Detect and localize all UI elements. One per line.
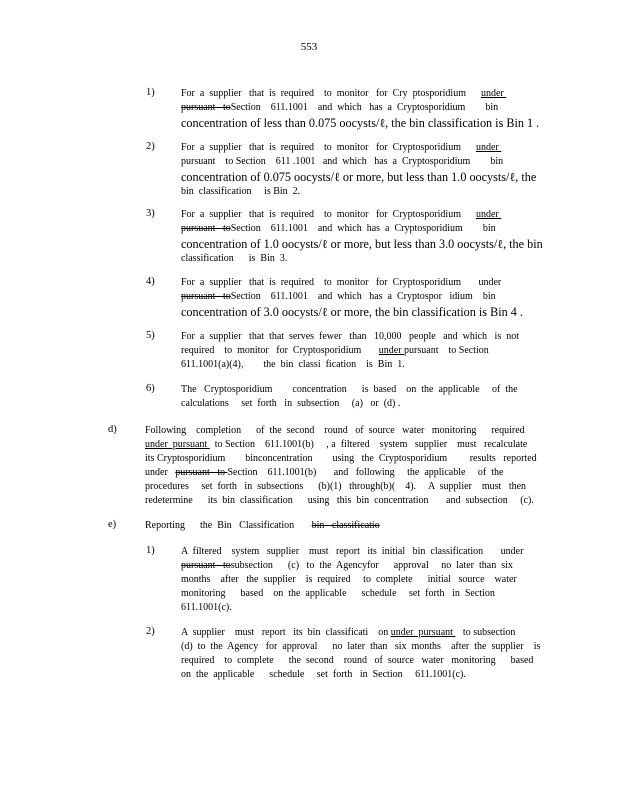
text-segment: to Section 611.1001(b) , a filtered system supplier must recalculate xyxy=(209,439,528,450)
text-segment: Section 611.1001(b) and following the applicable of the xyxy=(227,467,504,478)
text-line xyxy=(181,397,518,411)
text-line xyxy=(181,87,539,101)
underlined-insertion: under xyxy=(378,345,405,356)
underlined-insertion: under pursuant xyxy=(145,439,210,450)
text-line xyxy=(181,601,523,615)
item-1-text xyxy=(181,87,539,131)
item-3-text xyxy=(181,208,543,266)
text-line xyxy=(181,559,523,573)
text-segment: concentration of 1.0 oocysts/ℓ or more, but less than 3.0 oocysts/ℓ, the bin xyxy=(181,237,543,251)
text-line xyxy=(145,452,537,466)
struck-deletion: bin classificatio xyxy=(311,520,380,531)
item-label: 5) xyxy=(146,330,155,341)
text-segment: For a supplier that is required to monitor for Cry ptosporidium xyxy=(181,88,481,99)
text-line xyxy=(181,276,523,290)
text-segment: 611.1001(a)(4), the bin classi fication is Bin 1. xyxy=(181,359,405,370)
text-line xyxy=(181,640,540,654)
item-6-text xyxy=(181,383,518,411)
text-segment: to subsection xyxy=(455,627,516,638)
text-line xyxy=(145,466,537,480)
text-segment: procedures set forth in subsections (b)(1) through(b)( 4). A supplier must then xyxy=(145,481,527,492)
text-segment: A filtered system supplier must report its initial bin classification under xyxy=(181,546,524,557)
text-segment: classification is Bin 3. xyxy=(181,253,288,264)
text-segment: For a supplier that is required to monitor for Cryptosporidium xyxy=(181,142,476,153)
text-segment: pursuant to Section xyxy=(404,345,489,356)
struck-deletion: pursuant to xyxy=(181,291,231,302)
item-label: 2) xyxy=(146,626,155,637)
text-segment: under xyxy=(145,467,176,478)
text-segment: concentration of 0.075 oocysts/ℓ or more, but less than 1.0 oocysts/ℓ, the xyxy=(181,170,537,184)
text-segment: concentration of 3.0 oocysts/ℓ or more, the bin classification is Bin 4 . xyxy=(181,305,523,319)
text-line xyxy=(181,208,543,222)
section-e-heading xyxy=(145,519,380,533)
text-segment: redetermine its bin classification using this bin concentration and subsection (c). xyxy=(145,495,534,506)
text-segment: pursuant to Section 611 .1001 and which has a Cryptosporidium bin xyxy=(181,156,504,167)
text-line xyxy=(145,494,537,508)
text-line xyxy=(181,587,523,601)
text-line xyxy=(181,222,543,236)
underlined-insertion: under pursuant xyxy=(390,627,456,638)
text-line xyxy=(181,169,536,185)
text-segment: concentration of less than 0.075 oocysts/ℓ, the bin classification is Bin 1 . xyxy=(181,116,540,130)
text-segment: For a supplier that is required to monitor for Cryptosporidium under xyxy=(181,277,502,288)
text-segment: months after the supplier is required to complete initial source water xyxy=(181,574,517,585)
text-segment: subsection (c) to the Agencyfor approval no later than six xyxy=(230,560,513,571)
text-line xyxy=(181,290,523,304)
text-line xyxy=(145,438,537,452)
text-segment: Section 611.1001 and which has a Cryptospor idium bin xyxy=(230,291,496,302)
text-line xyxy=(181,252,543,266)
text-segment: Section 611.1001 and which has a Cryptosporidium bin xyxy=(230,223,496,234)
page-number: 553 xyxy=(300,41,318,53)
text-segment: bin classification is Bin 2. xyxy=(181,186,301,197)
section-label: e) xyxy=(108,519,117,530)
struck-deletion: pursuant to xyxy=(181,102,231,113)
text-line xyxy=(181,236,543,252)
text-line xyxy=(181,185,536,199)
text-line xyxy=(181,344,519,358)
struck-deletion: pursuant to xyxy=(175,467,228,478)
text-line xyxy=(181,545,523,559)
underlined-insertion: under xyxy=(475,209,502,220)
text-segment: monitoring based on the applicable schedule set forth in Section xyxy=(181,588,495,599)
text-line xyxy=(181,141,536,155)
text-line xyxy=(181,573,523,587)
item-e1-text xyxy=(181,545,523,615)
item-e2-text xyxy=(181,626,540,682)
text-segment: Following completion of the second round of source water monitoring required xyxy=(145,425,525,436)
section-label: d) xyxy=(108,424,117,435)
text-segment: A supplier must report its bin classificati on xyxy=(181,627,391,638)
text-segment: For a supplier that that serves fewer than 10,000 people and which is not xyxy=(181,331,519,342)
text-line xyxy=(145,480,537,494)
text-line xyxy=(181,383,518,397)
underlined-insertion: under xyxy=(480,88,507,99)
item-label: 2) xyxy=(146,141,155,152)
section-d-text xyxy=(145,424,537,508)
text-line xyxy=(181,115,539,131)
struck-deletion: pursuant to xyxy=(181,223,231,234)
underlined-insertion: under xyxy=(475,142,502,153)
item-label: 1) xyxy=(146,545,155,556)
text-line xyxy=(181,626,540,640)
struck-deletion: pursuant to xyxy=(181,560,231,571)
item-label: 4) xyxy=(146,276,155,287)
item-4-text xyxy=(181,276,523,320)
text-segment: Section 611.1001 and which has a Cryptosporidium bin xyxy=(230,102,499,113)
text-line xyxy=(181,155,536,169)
text-segment: calculations set forth in subsection (a) or (d) . xyxy=(181,398,401,409)
text-segment: The Cryptosporidium concentration is based on the applicable of the xyxy=(181,384,518,395)
text-segment: required to complete the second round of source water monitoring based xyxy=(181,655,534,666)
text-segment: For a supplier that is required to monitor for Cryptosporidium xyxy=(181,209,476,220)
text-line xyxy=(181,330,519,344)
text-segment: 611.1001(c). xyxy=(181,602,232,613)
text-line xyxy=(181,668,540,682)
text-segment: required to monitor for Cryptosporidium xyxy=(181,345,379,356)
text-line xyxy=(181,101,539,115)
item-label: 6) xyxy=(146,383,155,394)
text-line xyxy=(145,519,380,533)
item-5-text xyxy=(181,330,519,372)
text-segment: on the applicable schedule set forth in Section 611.1001(c). xyxy=(181,669,466,680)
text-segment: Reporting the Bin Classification xyxy=(145,520,312,531)
text-segment: its Cryptosporidium binconcentration using the Cryptosporidium results reported xyxy=(145,453,537,464)
text-line xyxy=(181,358,519,372)
item-label: 1) xyxy=(146,87,155,98)
text-segment: (d) to the Agency for approval no later than six months after the supplier is xyxy=(181,641,541,652)
text-line xyxy=(181,654,540,668)
item-label: 3) xyxy=(146,208,155,219)
text-line xyxy=(181,304,523,320)
text-line xyxy=(145,424,537,438)
item-2-text xyxy=(181,141,536,199)
